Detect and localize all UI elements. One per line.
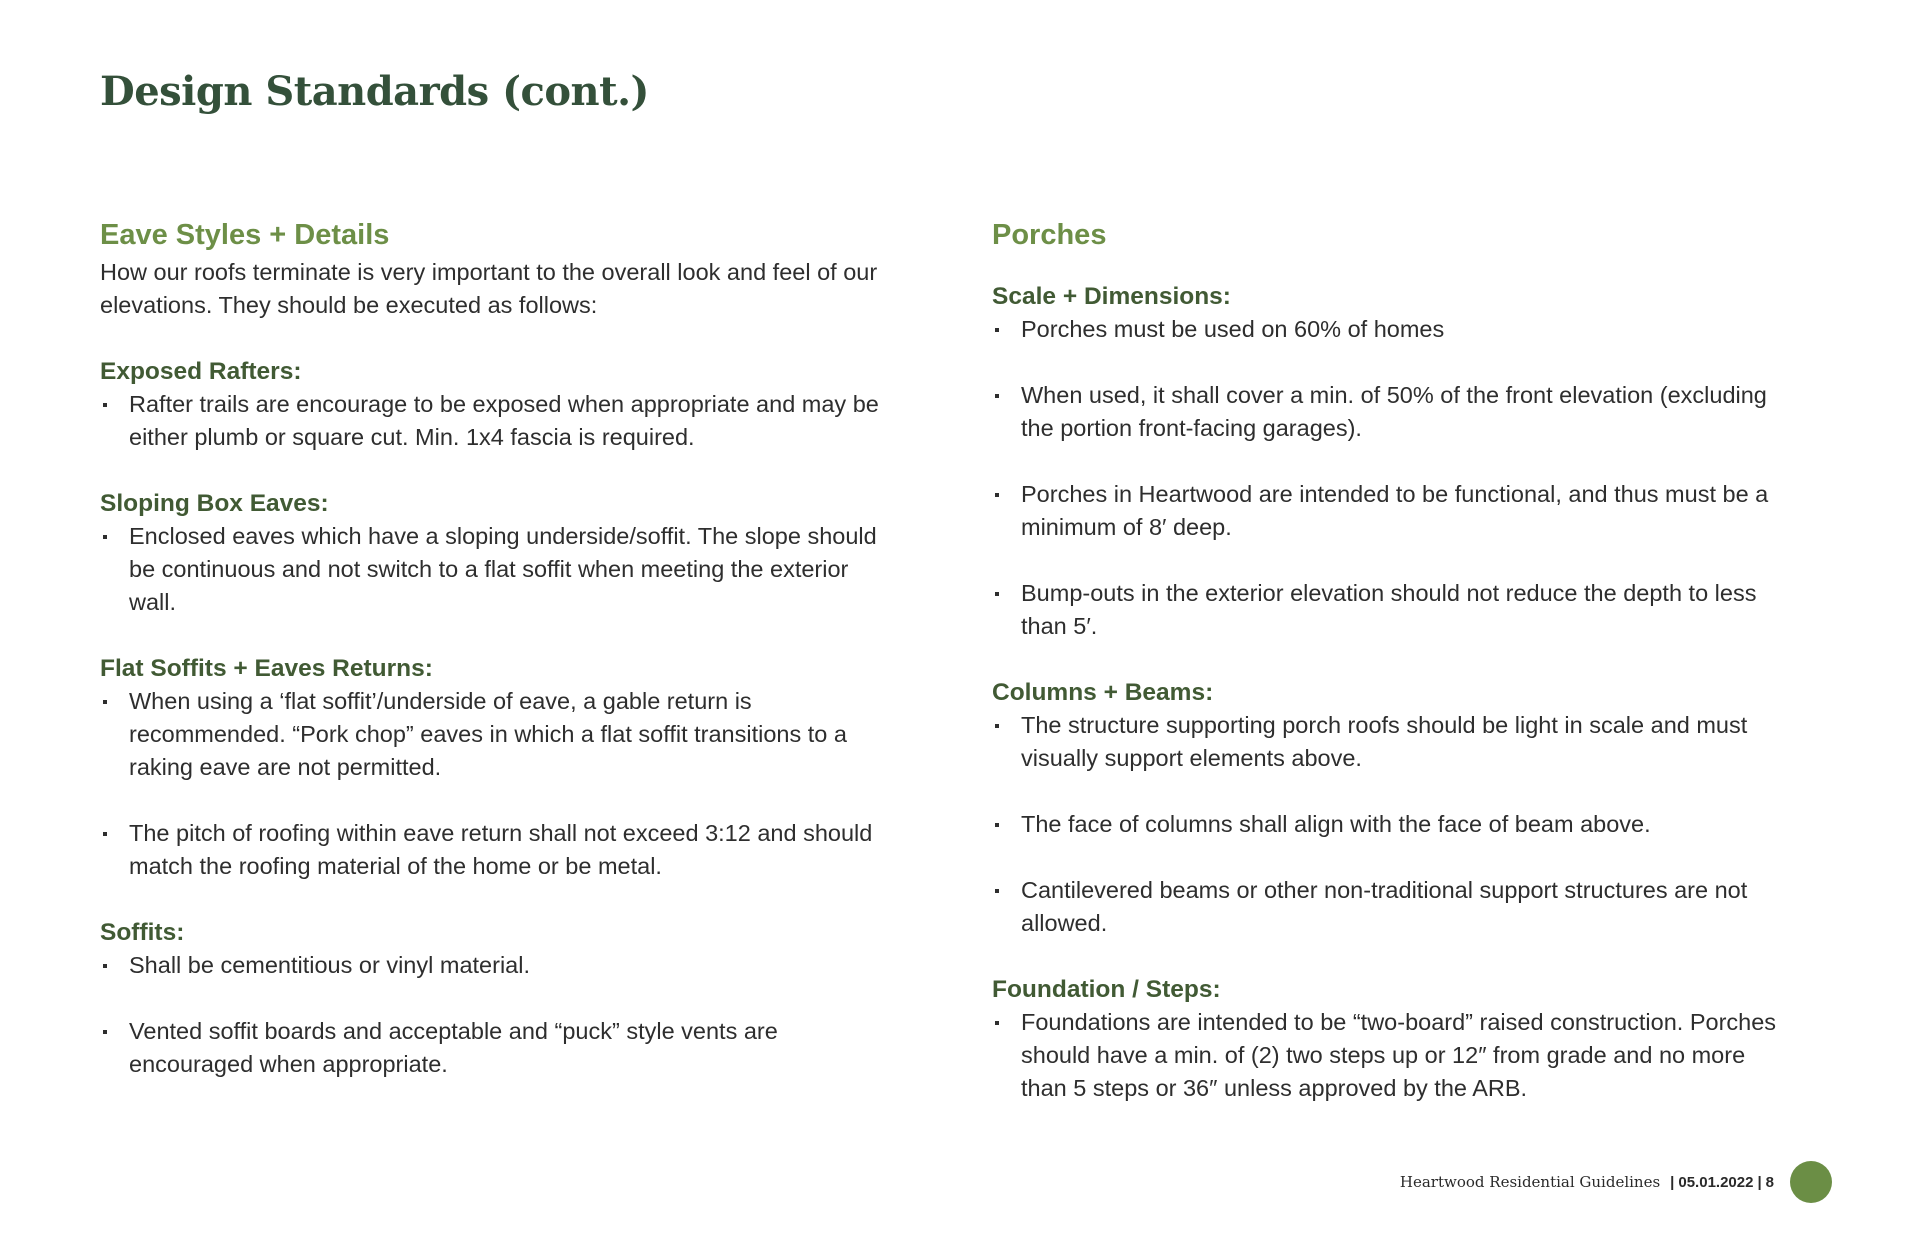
bullet-list — [100, 520, 900, 619]
footer-separator: | — [1670, 1173, 1675, 1191]
page-footer — [1400, 1160, 1832, 1204]
bullet-list — [992, 1006, 1792, 1105]
list-item: Foundations are intended to be “two-board” raised construction. Porches should have a min. of (2) two steps up or 12″ from grade and no more than 5 steps or 36″ unless approved by the ARB. — [992, 1006, 1792, 1105]
list-item: Shall be cementitious or vinyl material. — [100, 949, 900, 982]
subheading-foundation-steps: Foundation / Steps: — [992, 976, 1221, 1003]
right-column — [992, 214, 1792, 1105]
subheading-sloping-box-eaves: Sloping Box Eaves: — [100, 490, 329, 517]
subheading-flat-soffits: Flat Soffits + Eaves Returns: — [100, 655, 433, 682]
subheading-exposed-rafters: Exposed Rafters: — [100, 358, 302, 385]
bullet-list — [100, 949, 900, 1081]
list-item: When used, it shall cover a min. of 50% of the front elevation (excluding the portion front-facing garages). — [992, 379, 1792, 445]
bullet-list — [100, 685, 900, 883]
footer-separator: | — [1757, 1173, 1762, 1191]
list-item: The pitch of roofing within eave return shall not exceed 3:12 and should match the roofing material of the home or be metal. — [100, 817, 900, 883]
list-item: Porches in Heartwood are intended to be functional, and thus must be a minimum of 8′ deep. — [992, 478, 1792, 544]
subheading-columns-beams: Columns + Beams: — [992, 679, 1214, 706]
bullet-list — [992, 313, 1792, 643]
footer-date: 05.01.2022 — [1678, 1173, 1754, 1191]
list-item: Rafter trails are encourage to be exposed when appropriate and may be either plumb or square cut. Min. 1x4 fascia is required. — [100, 388, 900, 454]
accent-dot-icon — [1790, 1161, 1832, 1203]
subheading-scale-dimensions: Scale + Dimensions: — [992, 283, 1231, 310]
list-item: Porches must be used on 60% of homes — [992, 313, 1792, 346]
list-item: The face of columns shall align with the face of beam above. — [992, 808, 1792, 841]
list-item: The structure supporting porch roofs should be light in scale and must visually support elements above. — [992, 709, 1792, 775]
bullet-list — [992, 709, 1792, 940]
list-item: When using a ‘flat soffit’/underside of eave, a gable return is recommended. “Pork chop” eaves in which a flat soffit transitions to a raking eave are not permitted. — [100, 685, 900, 784]
list-item: Cantilevered beams or other non-traditional support structures are not allowed. — [992, 874, 1792, 940]
footer-document-title: Heartwood Residential Guidelines — [1399, 1173, 1661, 1191]
list-item: Bump-outs in the exterior elevation should not reduce the depth to less than 5′. — [992, 577, 1792, 643]
subheading-soffits: Soffits: — [100, 919, 185, 946]
section-title-porches: Porches — [992, 219, 1107, 251]
list-item: Enclosed eaves which have a sloping underside/soffit. The slope should be continuous and not switch to a flat soffit when meeting the exterior wall. — [100, 520, 900, 619]
section-title-eave-styles: Eave Styles + Details — [100, 219, 390, 251]
page-number: 8 — [1765, 1173, 1774, 1191]
left-column — [100, 214, 900, 1081]
page-title: Design Standards (cont.) — [100, 68, 649, 115]
list-item: Vented soffit boards and acceptable and “puck” style vents are encouraged when appropriate. — [100, 1015, 900, 1081]
bullet-list — [100, 388, 900, 454]
intro-paragraph: How our roofs terminate is very important to the overall look and feel of our elevations. They should be executed as follows: — [100, 259, 878, 318]
